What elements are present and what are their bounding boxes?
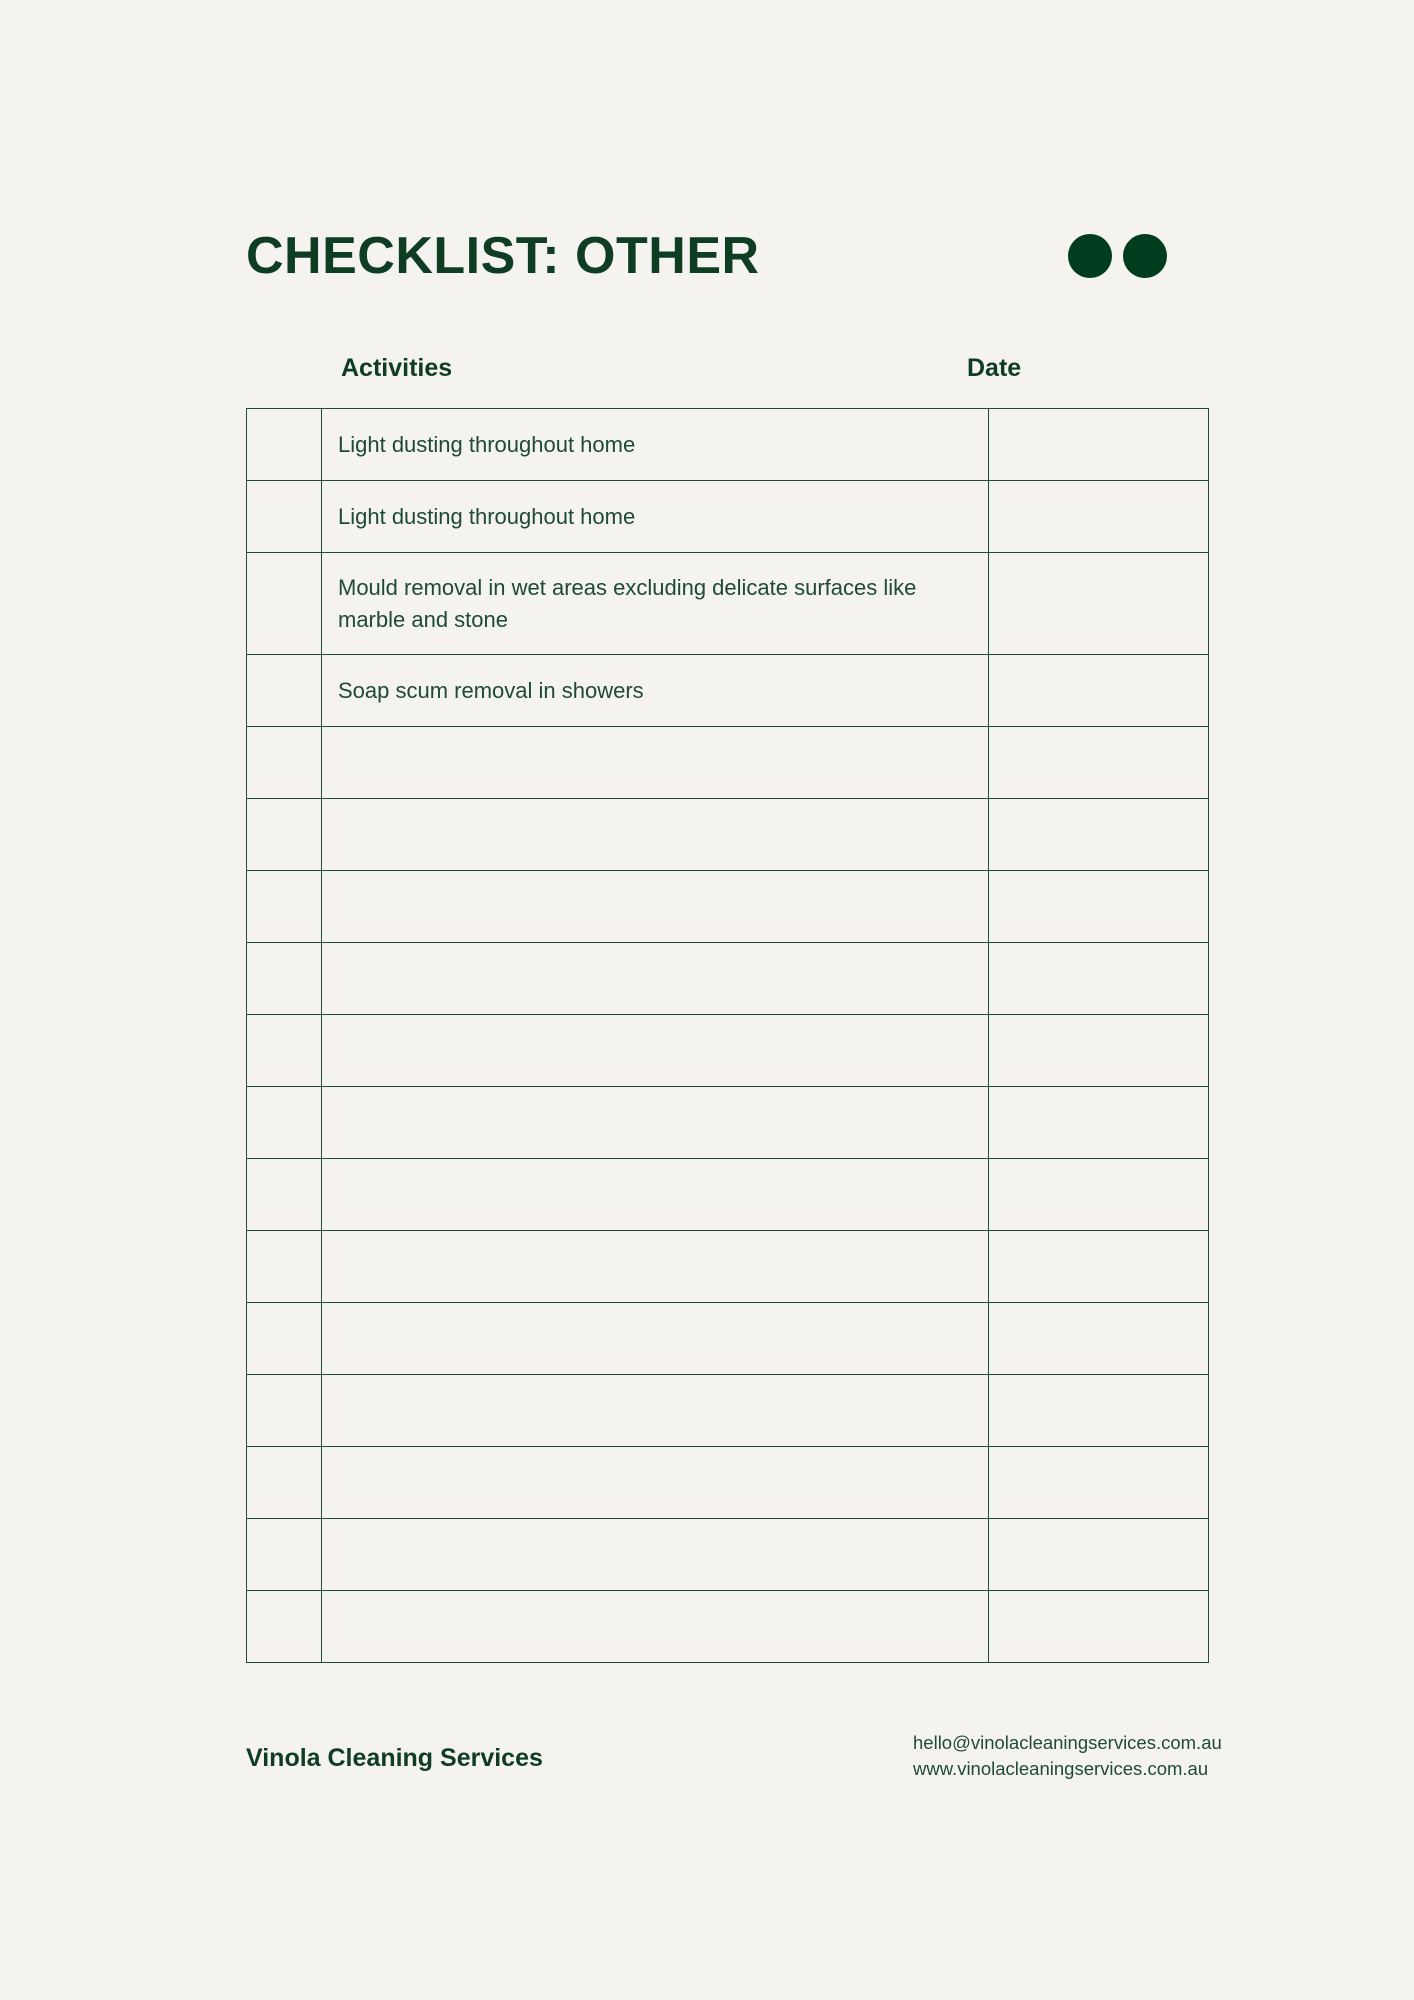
date-cell[interactable] (989, 655, 1209, 727)
activity-cell[interactable] (322, 1231, 989, 1303)
table-row (247, 1015, 1209, 1087)
table-row (247, 1375, 1209, 1447)
date-cell[interactable] (989, 409, 1209, 481)
checkbox-cell[interactable] (247, 1087, 322, 1159)
table-row (247, 553, 1209, 655)
table-row (247, 943, 1209, 1015)
date-cell[interactable] (989, 1303, 1209, 1375)
checkbox-cell[interactable] (247, 1591, 322, 1663)
activity-cell[interactable] (322, 1375, 989, 1447)
date-cell[interactable] (989, 1375, 1209, 1447)
checkbox-cell[interactable] (247, 1159, 322, 1231)
date-cell[interactable] (989, 799, 1209, 871)
date-cell[interactable] (989, 727, 1209, 799)
checkbox-cell[interactable] (247, 799, 322, 871)
table-row (247, 1087, 1209, 1159)
activity-cell: Soap scum removal in showers (322, 655, 989, 727)
circle-icon (1068, 234, 1112, 278)
date-column-header: Date (967, 354, 1022, 382)
date-cell[interactable] (989, 1447, 1209, 1519)
activity-cell: Light dusting throughout home (322, 481, 989, 553)
checkbox-cell[interactable] (247, 1015, 322, 1087)
date-cell[interactable] (989, 1231, 1209, 1303)
activity-cell[interactable] (322, 799, 989, 871)
date-cell[interactable] (989, 1519, 1209, 1591)
table-row (247, 655, 1209, 727)
table-row (247, 727, 1209, 799)
table-row (247, 409, 1209, 481)
date-cell[interactable] (989, 1015, 1209, 1087)
email-address: hello@vinolacleaningservices.com.au (913, 1732, 1222, 1753)
checkbox-cell[interactable] (247, 1231, 322, 1303)
date-cell[interactable] (989, 1591, 1209, 1663)
table-row (247, 1519, 1209, 1591)
checkbox-cell[interactable] (247, 1375, 322, 1447)
activity-cell[interactable] (322, 1303, 989, 1375)
circle-icon (1123, 234, 1167, 278)
activity-cell[interactable] (322, 1159, 989, 1231)
checkbox-cell[interactable] (247, 655, 322, 727)
table-row (247, 1159, 1209, 1231)
contact-info (913, 1730, 1222, 1782)
date-cell[interactable] (989, 553, 1209, 655)
checkbox-cell[interactable] (247, 727, 322, 799)
table-row (247, 1303, 1209, 1375)
table-row (247, 871, 1209, 943)
website-address: www.vinolacleaningservices.com.au (913, 1758, 1209, 1779)
table-row (247, 799, 1209, 871)
checklist-table (246, 408, 1209, 1663)
activity-cell[interactable] (322, 1087, 989, 1159)
activity-cell[interactable] (322, 943, 989, 1015)
decorative-dots (1068, 234, 1167, 278)
table-row (247, 1591, 1209, 1663)
activity-cell: Light dusting throughout home (322, 409, 989, 481)
checkbox-cell[interactable] (247, 871, 322, 943)
activity-cell[interactable] (322, 871, 989, 943)
checkbox-cell[interactable] (247, 1519, 322, 1591)
checkbox-cell[interactable] (247, 409, 322, 481)
activity-cell: Mould removal in wet areas excluding delicate surfaces like marble and stone (322, 553, 989, 655)
table-row (247, 481, 1209, 553)
date-cell[interactable] (989, 1087, 1209, 1159)
checkbox-cell[interactable] (247, 481, 322, 553)
page-title: CHECKLIST: OTHER (246, 227, 760, 285)
activity-cell[interactable] (322, 1015, 989, 1087)
table-row (247, 1231, 1209, 1303)
date-cell[interactable] (989, 481, 1209, 553)
checkbox-cell[interactable] (247, 1447, 322, 1519)
company-name: Vinola Cleaning Services (246, 1744, 543, 1772)
activity-cell[interactable] (322, 1519, 989, 1591)
date-cell[interactable] (989, 1159, 1209, 1231)
checkbox-cell[interactable] (247, 943, 322, 1015)
checkbox-cell[interactable] (247, 1303, 322, 1375)
activity-cell[interactable] (322, 1591, 989, 1663)
activities-column-header: Activities (341, 354, 453, 382)
table-row (247, 1447, 1209, 1519)
activity-cell[interactable] (322, 1447, 989, 1519)
activity-cell[interactable] (322, 727, 989, 799)
checkbox-cell[interactable] (247, 553, 322, 655)
date-cell[interactable] (989, 871, 1209, 943)
date-cell[interactable] (989, 943, 1209, 1015)
